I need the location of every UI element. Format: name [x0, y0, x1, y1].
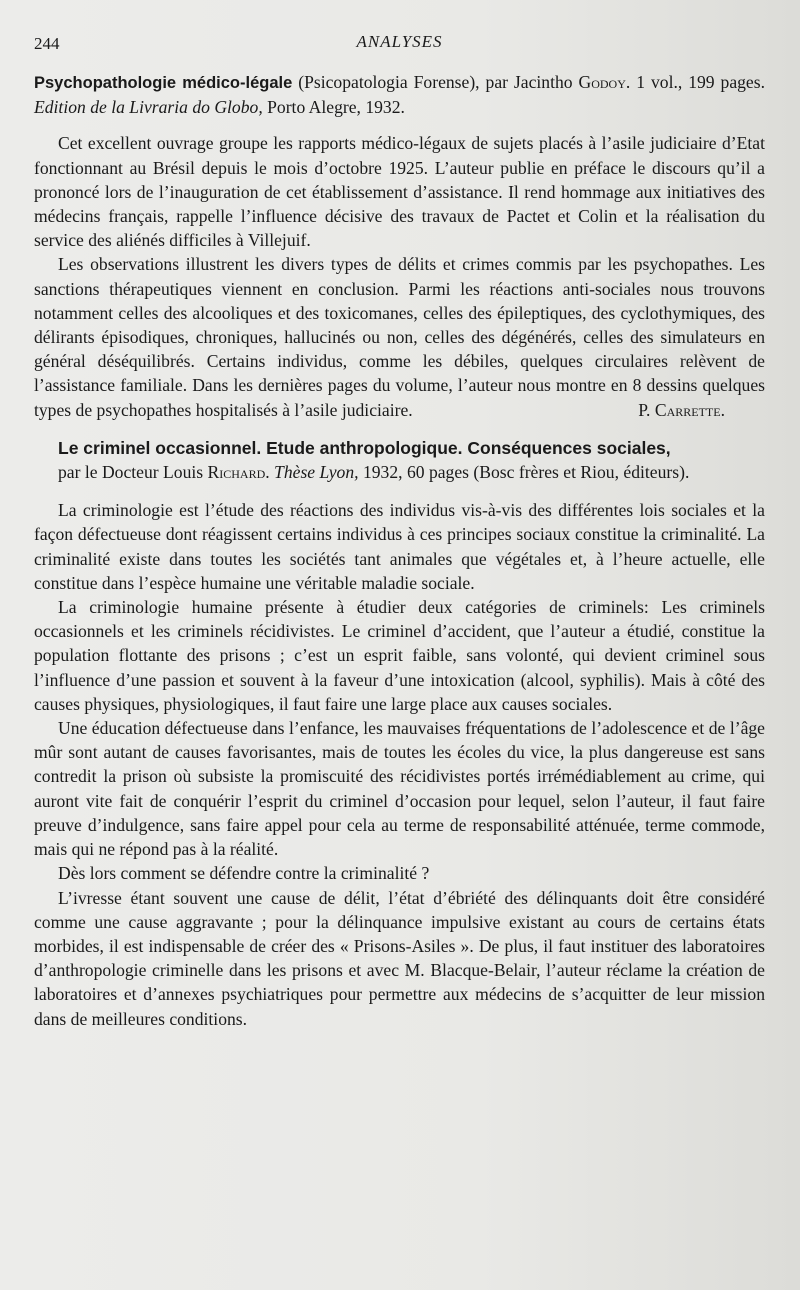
paragraph-text: Les observations illustrent les divers types de délits et crimes commis par les psychopathes. Les sanctions thérapeutiques viennent en conclusion. Parmi les réactions anti-sociales nous trouvons notamment celles des alcooliques et des toxicomanes, celles des épileptiques, des cyclothymiques, des délirants épisodiques, chroniques, hallucinés ou non, celles des dégénérés, celles des simulateurs en général déséquilibrés. Certains individus, comme les débiles, quelques circulaires relèvent de l’assistance familiale. Dans les dernières pages du volume, l’auteur nous montre en 8 dessins quelques types de psychopathes hospitalisés à l’asile judiciaire. [34, 254, 765, 420]
citation-text: (Psicopatologia Forense), par Jacintho [292, 72, 579, 92]
review-citation [34, 436, 765, 484]
review-title: Le criminel occasionnel. Etude anthropologique. Conséquences sociales, [58, 437, 671, 458]
reviewer-signature [614, 398, 725, 422]
review-paragraph: La criminologie est l’étude des réactions des individus vis-à-vis des différentes lois sociales et la façon défectueuse dont réagissent certains individus à ces principes sociaux constitue la criminalité. La criminalité existe dans toutes les sociétés tant animales que végétales et, à l’heure actuelle, elle constitue dans l’espèce humaine une véritable maladie sociale. [34, 500, 765, 593]
page-number: 244 [34, 34, 60, 53]
review-paragraph: La criminologie humaine présente à étudier deux catégories de criminels: Les criminels occasionnels et les criminels récidivistes. Le criminel d’accident, que l’auteur a étudié, constitue la population flottante des prisons ; c’est un esprit faible, sans volonté, qui devient criminel sous l’influence d’une passion et souvent à la faveur d’une intoxication (alcool, syphilis). Mais à côté des causes physiques, physiologiques, il faut faire une large place aux causes sociales. [34, 597, 765, 714]
review-criminel-occasionnel [34, 436, 765, 1031]
review-paragraph: Une éducation défectueuse dans l’enfance, les mauvaises fréquentations de l’adolescence et de l’âge mûr sont autant de causes favorisantes, mais de toutes les écoles du vice, la plus dangereuse est sans contredit la prison où subsiste la promiscuité des récidivistes portés irrémédiablement au crime, qui auront vite fait de conquérir l’esprit du criminel d’occasion pour lequel, selon l’auteur, il faut faire preuve d’indulgence, sans faire appel pour cela au terme de responsabilité atténuée, terme commode, mais qui ne répond pas à la réalité. [34, 718, 765, 860]
page-header [34, 26, 765, 70]
citation-text: . [265, 462, 275, 483]
signature-name: Carrette. [654, 399, 725, 420]
citation-text: . 1 vol., 199 pages. [625, 72, 765, 92]
review-paragraph: Dès lors comment se défendre contre la criminalité ? [58, 863, 430, 884]
citation-rest [34, 460, 765, 484]
review-title: Psychopathologie médico-légale [34, 74, 293, 92]
thesis-title: Thèse Lyon, [274, 462, 359, 483]
citation-text: 1932, 60 pages (Bosc frères et Riou, éditeurs). [358, 462, 690, 483]
review-paragraph: Cet excellent ouvrage groupe les rapports médico-légaux de sujets placés à l’asile judiciaire d’Etat fonctionnant au Brésil depuis le mois d’octobre 1925. L’auteur publie en préface le discours qu’il a prononcé lors de l’inauguration de cet établissement d’assistance. Il rend hommage aux initiatives des médecins français, rappelle l’influence décisive des travaux de Pactet et Colin et la réalisation du service des aliénés difficiles à Villejuif. [34, 133, 765, 251]
review-psychopathologie [34, 70, 765, 422]
review-paragraph: L’ivresse étant souvent une cause de délit, l’état d’ébriété des délinquants doit être considéré comme une cause aggravante ; pour la délinquance impulsive existant au cours de certains états morbides, il est indispensable de créer des « Prisons-Asiles ». De plus, il faut instituer des laboratoires d’anthropologie criminelle dans les prisons et avec M. Blacque-Belair, l’auteur réclame la création de laboratoires et d’annexes psychiatriques pour permettre aux médecins de s’acquitter de leur mission dans de meilleures conditions. [34, 887, 765, 1029]
author-name: Godoy [578, 72, 626, 92]
author-name: Richard [207, 462, 266, 483]
citation-text: par le Docteur Louis [58, 462, 208, 483]
review-paragraph [34, 252, 765, 421]
edition-name: Edition de la Livraria do Globo, [34, 97, 263, 118]
signature-initial: P. [638, 399, 655, 420]
citation-text: Porto Alegre, 1932. [262, 97, 405, 118]
review-citation [34, 70, 765, 119]
running-head: ANALYSES [356, 32, 443, 51]
